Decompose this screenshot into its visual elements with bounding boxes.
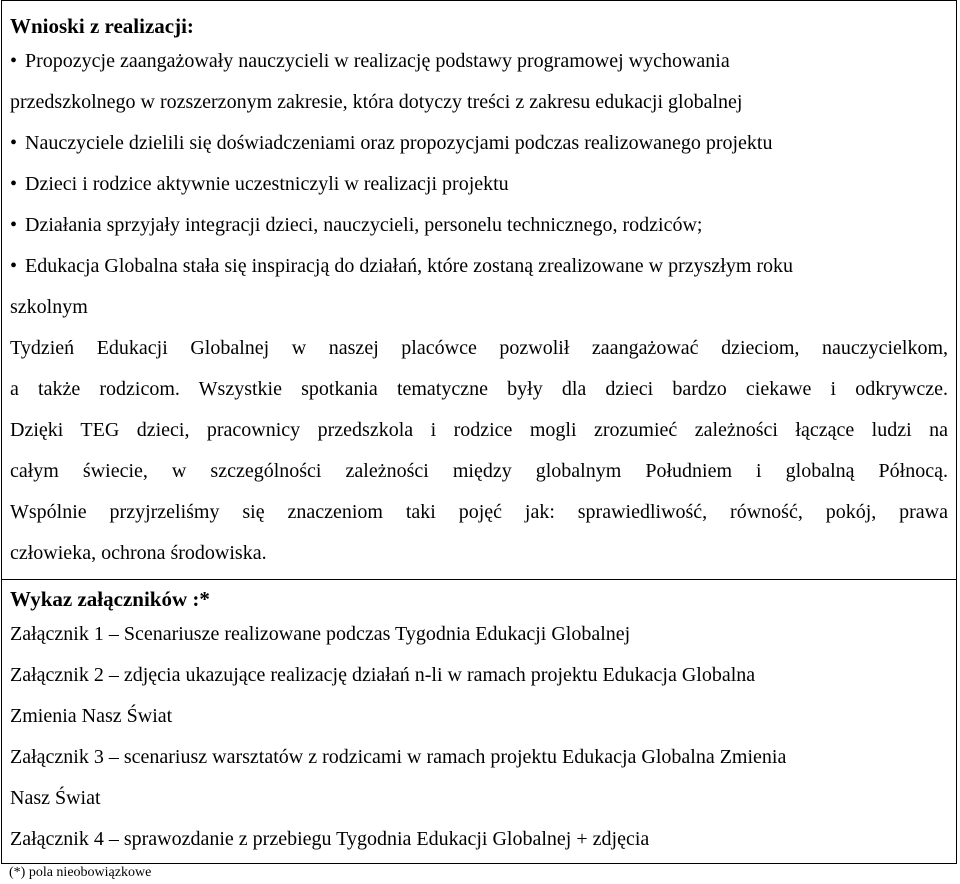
bullet-text: Propozycje zaangażowały nauczycieli w realizację podstawy programowej wychowania [25,49,730,72]
conclusions-cell [2,1,957,580]
bullet-text: Edukacja Globalna stała się inspiracją do działań, które zostaną zrealizowane w przyszłym roku [25,254,794,277]
paragraph-line: Dzięki TEG dzieci, pracownicy przedszkola i rodzice mogli zrozumieć zależności łączące ludzi na [10,418,948,441]
bullet-text: Działania sprzyjały integracji dzieci, nauczycieli, personelu technicznego, rodziców; [25,213,703,236]
bullet-text: Dzieci i rodzice aktywnie uczestniczyli w realizacji projektu [25,172,509,195]
attachment-item: Załącznik 1 – Scenariusze realizowane podczas Tygodnia Edukacji Globalnej [10,623,631,645]
report-table [1,0,957,864]
attachment-item: Załącznik 4 – sprawozdanie z przebiegu Tygodnia Edukacji Globalnej + zdjęcia [10,828,650,850]
bullet-continuation: przedszkolnego w rozszerzonym zakresie, która dotyczy treści z zakresu edukacji globalnej [10,90,743,113]
paragraph-line: Wspólnie przyjrzeliśmy się znaczeniom taki pojęć jak: sprawiedliwość, równość, pokój, prawa [10,500,948,523]
paragraph-line: a także rodzicom. Wszystkie spotkania tematyczne były dla dzieci bardzo ciekawe i odkrywcze. [10,377,948,400]
bullet-item [10,41,948,82]
bullet-text: Nauczyciele dzielili się doświadczeniami oraz propozycjami podczas realizowanego projektu [25,131,773,154]
bullet-continuation: szkolnym [10,295,88,318]
footnote: (*) pola nieobowiązkowe [9,865,152,880]
bullet-item [10,205,948,246]
paragraph-line: Tydzień Edukacji Globalnej w naszej placówce pozwolił zaangażować dzieciom, nauczycielkom, [10,336,948,359]
attachments-heading: Wykaz załączników :* [10,587,210,611]
summary-paragraph [10,328,948,574]
paragraph-line: całym świecie, w szczególności zależności między globalnym Południem i globalną Północą. [10,459,948,482]
bullet-item [10,164,948,205]
attachment-continuation: Zmienia Nasz Świat [10,705,173,727]
attachments-cell [2,580,957,864]
attachment-item: Załącznik 2 – zdjęcia ukazujące realizację działań n-li w ramach projektu Edukacja Globalna [10,664,756,686]
bullet-item [10,246,948,287]
attachment-continuation: Nasz Świat [10,787,101,809]
bullet-item [10,123,948,164]
attachment-item: Załącznik 3 – scenariusz warsztatów z rodzicami w ramach projektu Edukacja Globalna Zmienia [10,746,787,768]
paragraph-line: człowieka, ochrona środowiska. [10,541,267,564]
conclusions-heading: Wnioski z realizacji: [10,13,194,38]
